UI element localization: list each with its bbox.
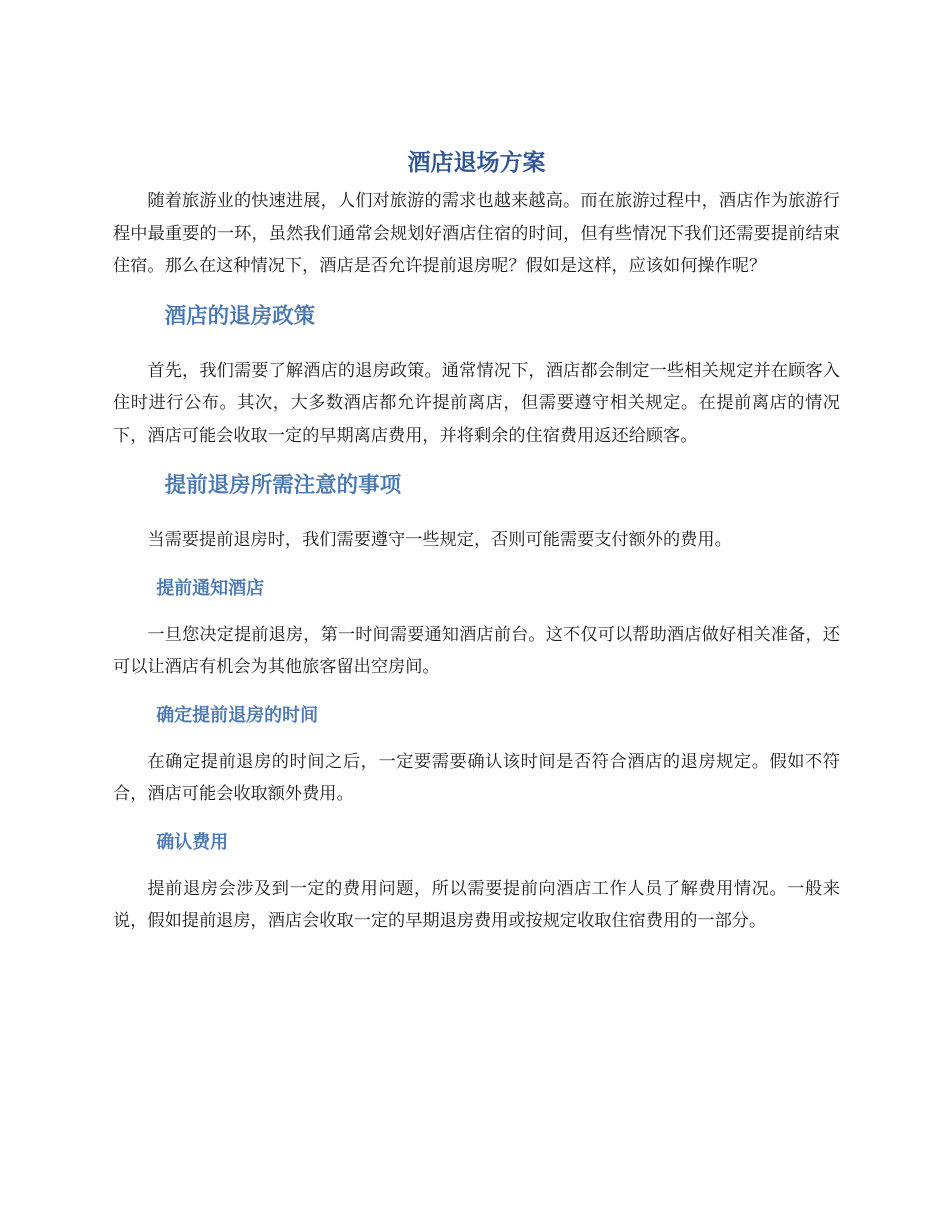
document-title: 酒店退场方案	[407, 150, 546, 176]
subsection-heading-confirm-time: 确定提前退房的时间	[156, 704, 319, 726]
subsection-body-confirm-fees: 提前退房会涉及到一定的费用问题，所以需要提前向酒店工作人员了解费用情况。一般来说，假如提前退房，酒店会收取一定的早期退房费用或按规定收取住宿费用的一部分。	[113, 878, 840, 931]
subsection-heading-notify-hotel: 提前通知酒店	[156, 577, 265, 599]
subsection-body-notify-hotel: 一旦您决定提前退房，第一时间需要通知酒店前台。这不仅可以帮助酒店做好相关准备，还可以让酒店有机会为其他旅客留出空房间。	[113, 624, 840, 677]
section-body-checkout-policy: 首先，我们需要了解酒店的退房政策。通常情况下，酒店都会制定一些相关规定并在顾客入住时进行公布。其次，大多数酒店都允许提前离店，但需要遵守相关规定。在提前离店的情况下，酒店可能会收取一定的早期离店费用，并将剩余的住宿费用返还给顾客。	[113, 360, 840, 446]
document-page	[113, 145, 840, 938]
intro-paragraph: 随着旅游业的快速进展，人们对旅游的需求也越来越高。而在旅游过程中，酒店作为旅游行程中最重要的一环，虽然我们通常会规划好酒店住宿的时间，但有些情况下我们还需要提前结束住宿。那么在这种情况下，酒店是否允许提前退房呢？假如是这样，应该如何操作呢？	[113, 191, 840, 276]
subsection-heading-confirm-fees: 确认费用	[156, 831, 229, 853]
section-heading-checkout-policy: 酒店的退房政策	[164, 303, 316, 329]
section-body-early-checkout-notes: 当需要提前退房时，我们需要遵守一些规定，否则可能需要支付额外的费用。	[147, 530, 732, 550]
section-heading-early-checkout-notes: 提前退房所需注意的事项	[164, 473, 402, 498]
subsection-body-confirm-time: 在确定提前退房的时间之后，一定要需要确认该时间是否符合酒店的退房规定。假如不符合，酒店可能会收取额外费用。	[113, 751, 840, 804]
